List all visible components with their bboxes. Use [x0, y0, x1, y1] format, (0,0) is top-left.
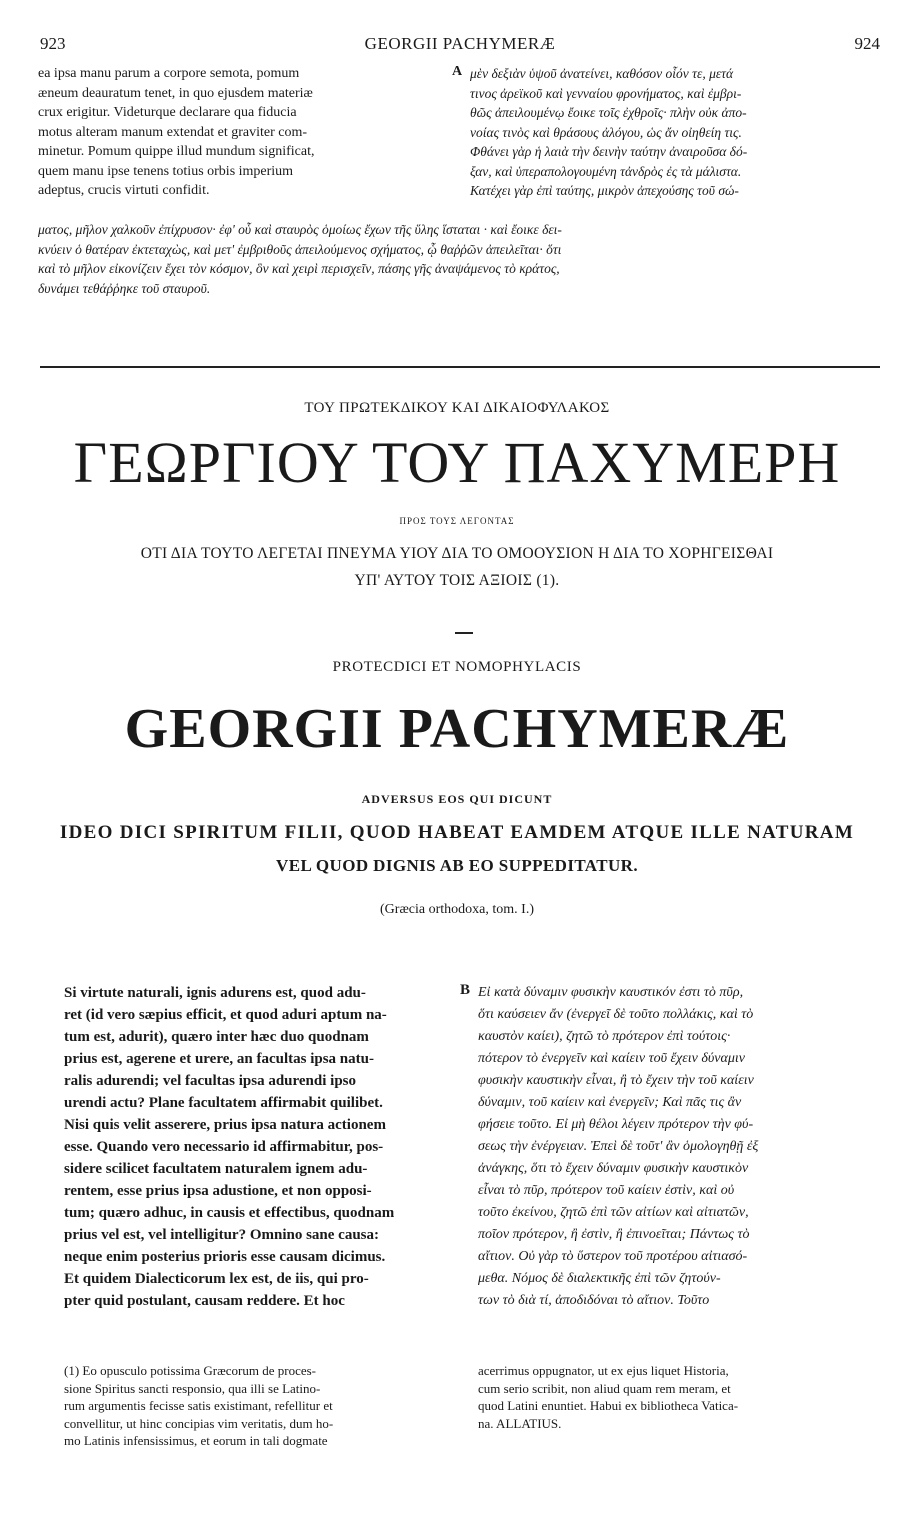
text-line: quem manu ipse tenens totius orbis imperium [38, 163, 294, 179]
text-line: σεως τὴν ἐνέργειαν. Ἐπεὶ δὲ τοῦτ' ἂν ὁμολογηθῇ ἐξ [478, 1139, 759, 1154]
text-line: acerrimus oppugnator, ut ex ejus liquet Historia, [478, 1363, 729, 1378]
text-line: sidere scilicet facultatem naturalem ignem adu- [64, 1161, 368, 1177]
text-line: Si virtute naturali, ignis adurens est, quod adu- [64, 985, 366, 1001]
text-line: ralis adurendi; vel facultas ipsa adurendi ipso [64, 1073, 357, 1089]
text-line: pter quid postulant, causam reddere. Et hoc [64, 1293, 345, 1309]
text-line: Et quidem Dialecticorum lex est, de iis, qui pro- [64, 1271, 369, 1287]
greek-small-heading: ΠΡΟΣ ΤΟΥΣ ΛΕΓΟΝΤΑΣ [399, 516, 515, 526]
text-line: na. ALLATIUS. [478, 1415, 562, 1431]
text-line: τοῦτο ἐκείνου, ζητῶ ἐπὶ τῶν αἰτίων καὶ αἰτιατῶν, [478, 1205, 749, 1220]
text-line: prius vel est, vel intelligitur? Omnino sane causa: [64, 1227, 379, 1243]
text-line: crux erigitur. Videturque declarare qua fiducia [38, 105, 297, 120]
text-line: esse. Quando vero necessario id affirmabitur, pos- [64, 1139, 384, 1155]
text-line: convellitur, ut hinc concipias vim veritatis, dum ho- [64, 1415, 334, 1431]
latin-author-title: GEORGII PACHYMERÆ [124, 698, 790, 760]
text-line: sione Spiritus sancti responsio, qua illi se Latino- [64, 1380, 321, 1396]
running-title: GEORGII PACHYMERÆ [364, 34, 556, 53]
text-line: ret (id vero sæpius efficit, et quod aduri aptum na- [64, 1007, 387, 1023]
text-line: æneum deauratum tenet, in quo ejusdem materiæ [38, 85, 313, 101]
greek-subject-line-1: ΟΤΙ ΔΙΑ ΤΟΥΤΟ ΛΕΓΕΤΑΙ ΠΝΕΥΜΑ ΥΙΟΥ ΔΙΑ ΤΟ ΟΜΟΟΥΣΙΟΝ Η ΔΙΑ ΤΟ ΧΟΡΗΓΕΙΣΘΑΙ [140, 545, 774, 562]
text-line: δύναμιν, τοῦ καίειν καὶ ἐνεργεῖν; Καὶ πᾶς τις ἂν [478, 1095, 742, 1110]
text-line: καυστὸν καίει), ζητῶ τὸ πρότερον ἐπὶ τούτοις· [478, 1029, 731, 1044]
source-citation: (Græcia orthodoxa, tom. I.) [380, 902, 534, 917]
footnote-left [64, 1362, 456, 1450]
text-line: καὶ τὸ μῆλον εἰκονίζειν ἔχει τὸν κόσμον, ὃν καὶ χειρὶ περισχεῖν, πάσης γῆς ἀναψάμενος τὸ κράτος, [38, 261, 560, 276]
greek-author-title: ΓΕΩΡΓΙΟΥ ΤΟΥ ΠΑΧΥΜΕΡΗ [73, 430, 841, 495]
greek-subject-line-2: ΥΠ' ΑΥΤΟΥ ΤΟΙΣ ΑΞΙΟΙΣ (1). [354, 572, 560, 589]
text-line: των τὸ διὰ τί, ἀποδιδόναι τὸ αἴτιον. Τοῦτο [478, 1293, 710, 1308]
section-divider [40, 366, 880, 368]
text-line: αἴτιον. Οὐ γὰρ τὸ ὕστερον τοῦ προτέρου αἰτιασό- [478, 1249, 748, 1264]
text-line: (1) Eo opusculo potissima Græcorum de proces- [64, 1363, 317, 1378]
text-line: rum argumentis fecisse satis existimant, refellitur et [64, 1398, 333, 1413]
latin-title-prefix: PROTECDICI ET NOMOPHYLACIS [332, 659, 582, 675]
text-line: ξαν, καὶ ὑπεραπολογουμένη τἀνδρὸς ἐς τὰ μάλιστα. [470, 163, 742, 179]
text-line: ea ipsa manu parum a corpore semota, pomum [38, 66, 300, 81]
top-greek-fullwidth [38, 220, 880, 298]
text-line: neque enim posterius prioris esse causam dicimus. [64, 1249, 386, 1265]
text-line: Nisi quis velit asserere, prius ipsa natura actionem [64, 1117, 386, 1133]
text-line: urendi actu? Plane facultatem affirmabit quilibet. [64, 1095, 383, 1111]
title-dash [455, 632, 473, 634]
text-line: κνύειν ὁ θατέραν ἐκτεταχὼς, καὶ μετ' ἐμβριθοῦς ἀπειλούμενος σχήματος, ᾧ θαῤῥῶν ἀπειλεῖται· ὅτι [38, 241, 562, 257]
text-line: rentem, esse prius ipsa adustione, et non opposi- [64, 1183, 372, 1199]
greek-title-prefix: ΤΟΥ ΠΡΩΤΕΚΔΙΚΟΥ ΚΑΙ ΔΙΚΑΙΟΦΥΛΑΚΟΣ [304, 400, 610, 416]
text-line: δυνάμει τεθάῤῥηκε τοῦ σταυροῦ. [38, 280, 211, 296]
text-line: motus alteram manum extendat et graviter com- [38, 124, 308, 140]
text-line: cum serio scribit, non aliud quam rem meram, et [478, 1380, 731, 1396]
latin-small-heading: ADVERSUS EOS QUI DICUNT [361, 792, 553, 806]
text-line: ποῖον πρότερον, ἢ ἐστὶν, ἢ ἐπινοεῖται; Πάντως τὸ [478, 1227, 750, 1242]
text-line: νοίας τινὸς καὶ θράσους ἀλόγου, ὡς ἄν οἰηθείη τις. [470, 124, 742, 140]
latin-subject-line-2: VEL QUOD DIGNIS AB EO SUPPEDITATUR. [276, 856, 638, 875]
text-line: μὲν δεξιὰν ὑψοῦ ἀνατείνει, καθόσον οἷόν τε, μετά [470, 66, 734, 81]
text-line: minetur. Pomum quippe illud mundum significat, [38, 144, 315, 159]
text-line: ἀνάγκης, ὅτι τὸ ἔχειν δύναμιν φυσικὴν καυστικὸν [478, 1161, 749, 1176]
text-line: prius est, agerene et urere, an facultas ipsa natu- [64, 1051, 374, 1067]
right-page-number: 924 [854, 34, 880, 53]
text-line: quod Latini enuntiet. Habui ex bibliotheca Vatica- [478, 1398, 739, 1413]
text-line: ὅτι καύσειεν ἄν (ἐνεργεῖ δὲ τοῦτο πολλάκις, καὶ τὸ [478, 1007, 754, 1022]
text-line: Φθάνει γὰρ ἡ λαιὰ τὴν δεινὴν ταύτην ἀναιροῦσα δό- [470, 144, 748, 159]
latin-subject-line-1: IDEO DICI SPIRITUM FILII, QUOD HABEAT EAMDEM ATQUE ILLE NATURAM [59, 822, 855, 843]
text-line: πότερον τὸ ἐνεργεῖν καὶ καίειν τοῦ ἔχειν δύναμιν [478, 1051, 745, 1066]
text-line: Εἰ κατὰ δύναμιν φυσικὴν καυστικόν ἐστι τὸ πῦρ, [478, 985, 744, 1000]
text-line: tum est, adurit), quæro inter hæc duo quodnam [64, 1029, 369, 1045]
column-marker-b: B [460, 982, 471, 998]
body-latin-column [64, 982, 456, 1312]
text-line: τινος ἀρεϊκοῦ καὶ γενναίου φρονήματος, καὶ ἐμβρι- [470, 85, 742, 101]
top-latin-column [38, 64, 448, 201]
text-line: φήσειε τοῦτο. Εἰ μὴ θέλοι λέγειν πρότερον τὴν φύ- [478, 1117, 754, 1132]
left-page-number: 923 [40, 34, 66, 53]
footnote-right [478, 1362, 884, 1432]
text-line: μεθα. Νόμος δὲ διαλεκτικῆς ἐπὶ τῶν ζητούν- [478, 1271, 721, 1286]
text-line: ματος, μῆλον χαλκοῦν ἐπίχρυσον· ἐφ' οὗ καὶ σταυρὸς ὁμοίως ἔχων τῆς ὕλης ἵσταται · καὶ ἔοικε δει- [38, 222, 562, 237]
text-line: θῶς ἀπειλουμένῳ ἔοικε τοῖς ἐχθροῖς· πλὴν οὐκ ἀπο- [470, 105, 747, 120]
text-line: adeptus, crucis virtuti confidit. [38, 183, 210, 198]
text-line: Κατέχει γὰρ ἐπὶ ταύτης, μικρὸν ἀπεχούσης τοῦ σώ- [470, 183, 739, 198]
text-line: mo Latinis infensissimus, et eorum in tali dogmate [64, 1433, 328, 1448]
body-greek-column [478, 982, 884, 1312]
text-line: tum; quæro adhuc, in causis et effectibus, quodnam [64, 1205, 395, 1221]
text-line: εἶναι τὸ πῦρ, πρότερον τοῦ καίειν ἐστὶν, καὶ οὐ [478, 1183, 735, 1198]
top-greek-column [470, 64, 880, 201]
column-marker-a: A [452, 64, 463, 79]
text-line: φυσικὴν καυστικὴν εἶναι, ἢ τὸ ἔχειν τὴν τοῦ καίειν [478, 1073, 754, 1088]
running-header [40, 34, 880, 58]
